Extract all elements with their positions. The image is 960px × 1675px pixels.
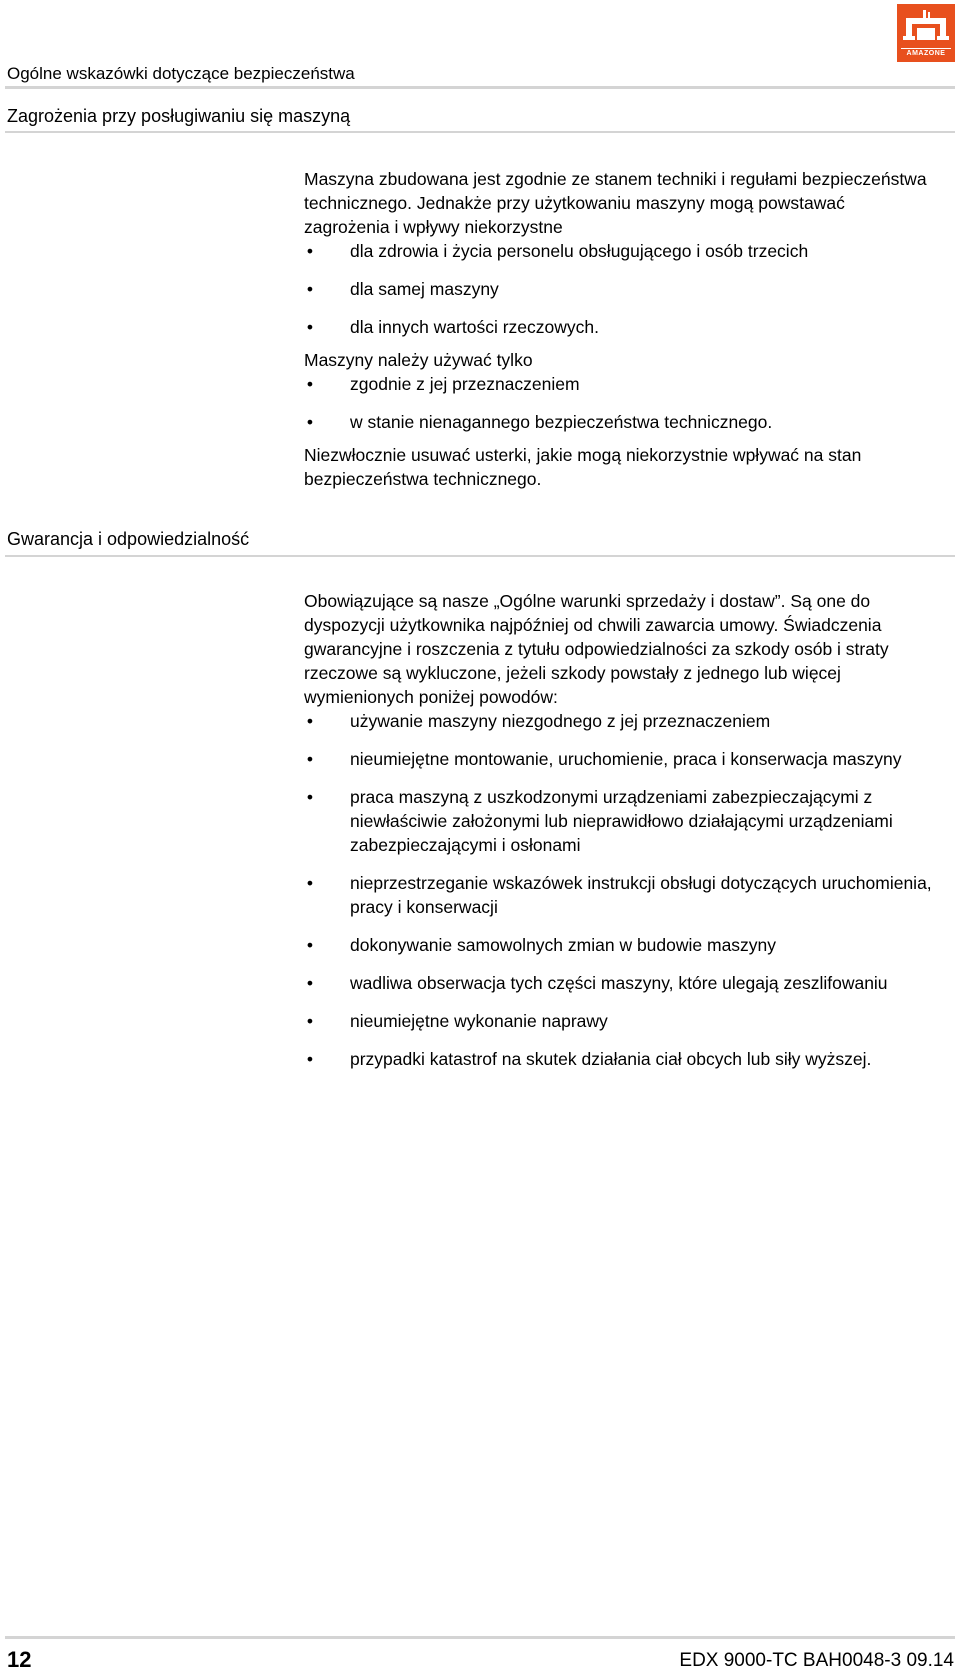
bullet-icon: • [306, 279, 314, 299]
bullet-icon: • [306, 1011, 314, 1031]
section-divider-warranty [5, 555, 955, 557]
section-heading-warranty: Gwarancja i odpowiedzialność [7, 529, 250, 549]
bullet-icon: • [306, 973, 314, 993]
list-item: • dla samej maszyny [304, 277, 934, 301]
bullet-icon: • [306, 241, 314, 261]
warranty-exclusions-list [304, 709, 934, 1071]
bullet-icon: • [306, 787, 314, 807]
bullet-icon: • [306, 1049, 314, 1069]
document-id: EDX 9000-TC BAH0048-3 09.14 [679, 1650, 954, 1671]
list-item: • dla zdrowia i życia personelu obsługującego i osób trzecich [304, 239, 934, 263]
bullet-icon: • [306, 317, 314, 337]
bullet-icon: • [306, 374, 314, 394]
list-item: • zgodnie z jej przeznaczeniem [304, 372, 934, 396]
hazards-intro: Maszyna zbudowana jest zgodnie ze stanem techniki i regułami bezpieczeństwa technicznego. Jednakże przy użytkowaniu maszyny mogą powstawać zagrożenia i wpływy niekorzystne [304, 169, 927, 237]
list-item: • dokonywanie samowolnych zmian w budowie maszyny [304, 933, 934, 957]
list-item: • nieprzestrzeganie wskazówek instrukcji obsługi dotyczących uruchomienia, pracy i konserwacji [304, 871, 934, 919]
list-item: • wadliwa obserwacja tych części maszyny, które ulegają zeszlifowaniu [304, 971, 934, 995]
list-item: • używanie maszyny niezgodnego z jej przeznaczeniem [304, 709, 934, 733]
usage-list [304, 372, 934, 434]
amazone-logo [897, 4, 955, 62]
bullet-icon: • [306, 711, 314, 731]
bullet-icon: • [306, 749, 314, 769]
section-heading-hazards: Zagrożenia przy posługiwaniu się maszyną [7, 106, 351, 126]
page-header-title: Ogólne wskazówki dotyczące bezpieczeństwa [7, 64, 355, 83]
usage-intro: Maszyny należy używać tylko [304, 350, 533, 370]
section-body-hazards [304, 167, 934, 491]
list-item: • w stanie nienagannego bezpieczeństwa technicznego. [304, 410, 934, 434]
section-divider-hazards [5, 131, 955, 133]
list-item: • dla innych wartości rzeczowych. [304, 315, 934, 339]
list-item: • praca maszyną z uszkodzonymi urządzeniami zabezpieczającymi z niewłaściwie założonymi lub nieprawidłowo działającymi urządzeniami zabezpieczającymi i osłonami [304, 785, 934, 857]
section-body-warranty [304, 589, 934, 1085]
footer-divider [5, 1636, 955, 1639]
bullet-icon: • [306, 412, 314, 432]
bullet-icon: • [306, 935, 314, 955]
bullet-icon: • [306, 873, 314, 893]
page-number: 12 [7, 1647, 32, 1672]
list-item: • przypadki katastrof na skutek działania ciał obcych lub siły wyższej. [304, 1047, 934, 1071]
list-item: • nieumiejętne wykonanie naprawy [304, 1009, 934, 1033]
header-divider [5, 86, 955, 89]
list-item: • nieumiejętne montowanie, uruchomienie, praca i konserwacja maszyny [304, 747, 934, 771]
hazards-closing: Niezwłocznie usuwać usterki, jakie mogą niekorzystnie wpływać na stan bezpieczeństwa technicznego. [304, 445, 862, 489]
hazards-list [304, 239, 934, 339]
logo-wordmark: AMAZONE [906, 50, 946, 57]
warranty-intro: Obowiązujące są nasze „Ogólne warunki sprzedaży i dostaw”. Są one do dyspozycji użytkownika najpóźniej od chwili zawarcia umowy. Świadczenia gwarancyjne i roszczenia z tytułu odpowiedzialności za szkody osób i straty rzeczowe są wykluczone, jeżeli szkody powstały z jednego lub więcej wymienionych poniżej powodów: [304, 591, 889, 707]
